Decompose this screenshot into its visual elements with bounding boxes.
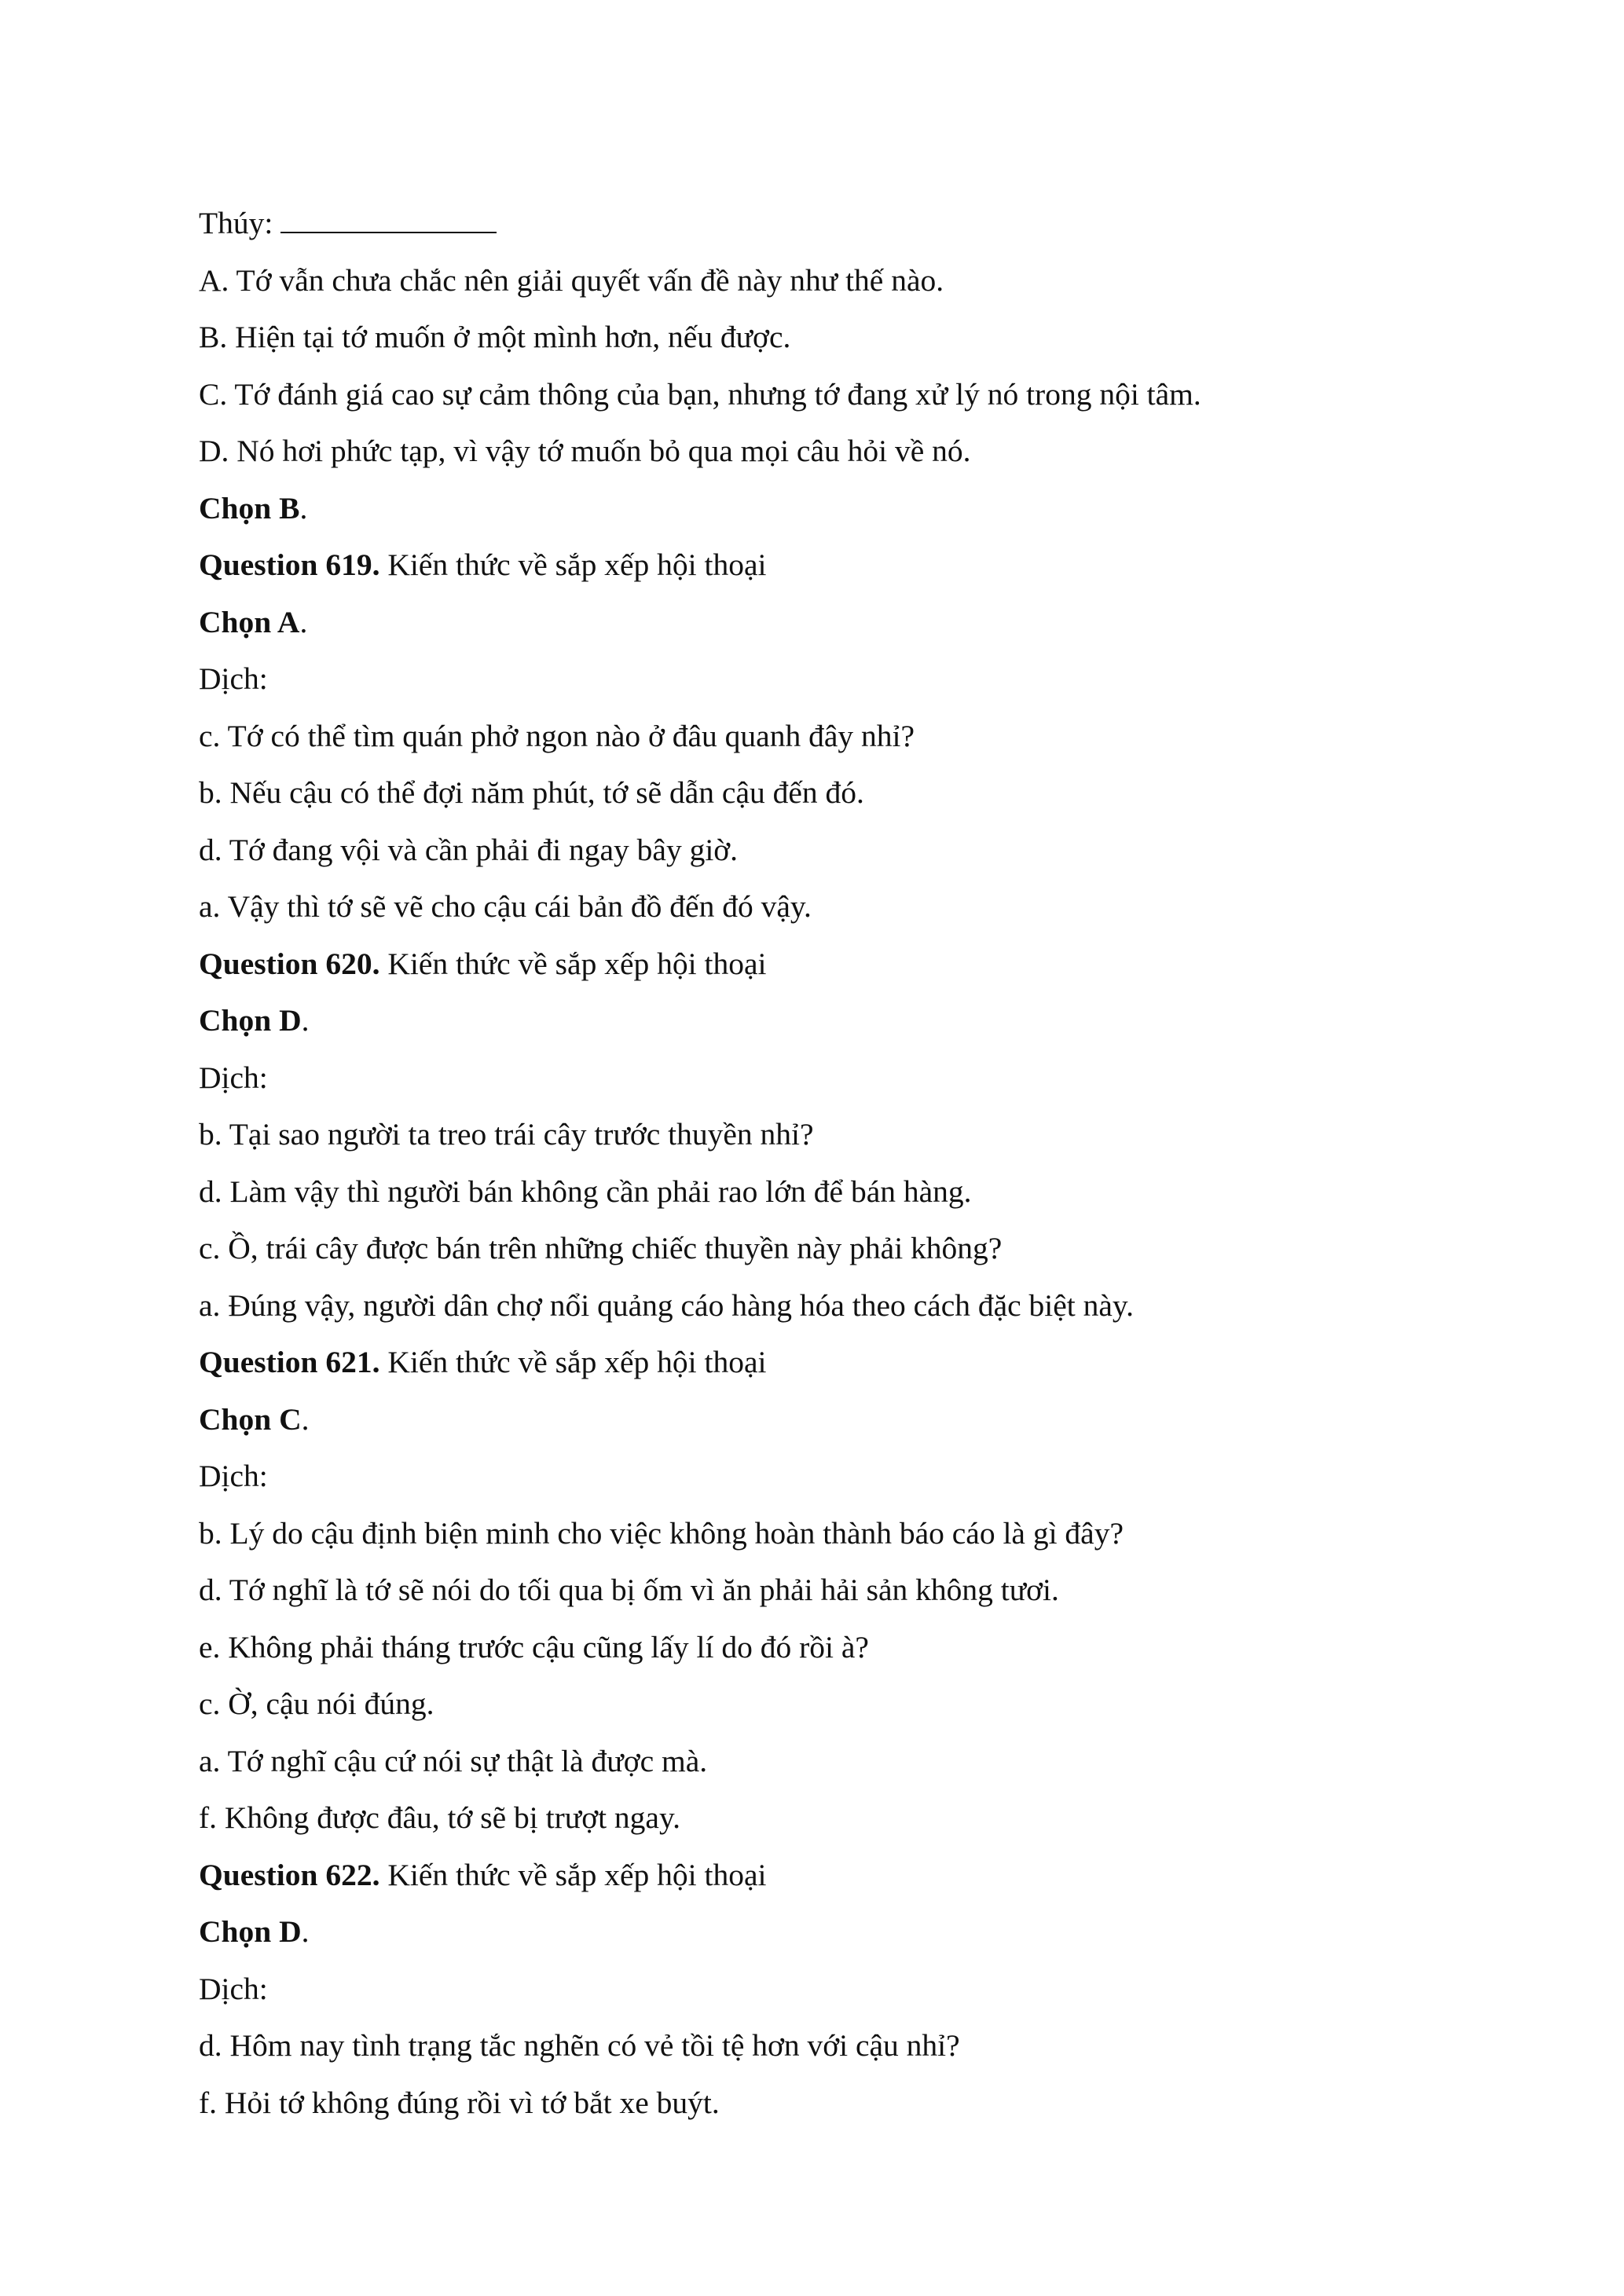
option-a: A. Tớ vẫn chưa chắc nên giải quyết vấn đề này như thế nào. (199, 262, 944, 298)
option-b: B. Hiện tại tớ muốn ở một mình hơn, nếu được. (199, 320, 791, 354)
question-topic: Kiến thức về sắp xếp hội thoại (379, 1345, 767, 1379)
question-topic: Kiến thức về sắp xếp hội thoại (379, 1857, 767, 1892)
answer-label: Chọn A (199, 604, 300, 639)
question-topic: Kiến thức về sắp xếp hội thoại (379, 547, 767, 582)
answer-label: Chọn D (199, 1003, 302, 1038)
dialogue-line: c. Tớ có thể tìm quán phở ngon nào ở đâu quanh đây nhỉ? (199, 718, 915, 753)
dialogue-line: a. Đúng vậy, người dân chợ nổi quảng cáo hàng hóa theo cách đặc biệt này. (199, 1287, 1134, 1323)
translation-label: Dịch: (199, 661, 268, 696)
dialogue-line: f. Không được đâu, tớ sẽ bị trượt ngay. (199, 1800, 681, 1835)
translation-label: Dịch: (199, 1971, 268, 2006)
question-heading (199, 936, 1424, 993)
answer-line: Chọn B. (199, 490, 308, 525)
option-d: D. Nó hơi phức tạp, vì vậy tớ muốn bỏ qua mọi câu hỏi về nó. (199, 434, 971, 468)
dialogue-line: d. Hôm nay tình trạng tắc nghẽn có vẻ tồi tệ hơn với cậu nhỉ? (199, 2028, 960, 2063)
dialogue-line: a. Tớ nghĩ cậu cứ nói sự thật là được mà. (199, 1743, 708, 1778)
dialogue-line: a. Vậy thì tớ sẽ vẽ cho cậu cái bản đồ đến đó vậy. (199, 889, 812, 924)
question-number: Question 619. (199, 547, 380, 582)
answer-line: Chọn D. (199, 1003, 310, 1038)
dialogue-line: c. Ồ, trái cây được bán trên những chiếc thuyền này phải không? (199, 1231, 1003, 1265)
answer-blank (280, 197, 497, 233)
dialogue-line: d. Tớ nghĩ là tớ sẽ nói do tối qua bị ốm vì ăn phải hải sản không tươi. (199, 1573, 1059, 1607)
dialogue-line: f. Hỏi tớ không đúng rồi vì tớ bắt xe buýt. (199, 2085, 720, 2120)
document-page (199, 195, 1424, 2131)
answer-label: Chọn D (199, 1914, 302, 1949)
dialogue-line: b. Tại sao người ta treo trái cây trước thuyền nhỉ? (199, 1117, 814, 1152)
speaker-label: Thúy: (199, 206, 273, 240)
answer-label: Chọn B (199, 490, 300, 525)
answer-line: Chọn C. (199, 1401, 310, 1437)
dialogue-line: d. Tớ đang vội và cần phải đi ngay bây giờ. (199, 832, 739, 867)
translation-label: Dịch: (199, 1060, 268, 1095)
speaker-line (199, 195, 1424, 252)
question-number: Question 620. (199, 946, 380, 981)
dialogue-line: e. Không phải tháng trước cậu cũng lấy lí do đó rồi à? (199, 1629, 869, 1664)
question-number: Question 622. (199, 1857, 380, 1892)
translation-label: Dịch: (199, 1459, 268, 1493)
dialogue-line: b. Lý do cậu định biện minh cho việc không hoàn thành báo cáo là gì đây? (199, 1515, 1124, 1551)
answer-label: Chọn C (199, 1401, 302, 1437)
dialogue-line: d. Làm vậy thì người bán không cần phải rao lớn để bán hàng. (199, 1174, 972, 1209)
dialogue-line: b. Nếu cậu có thể đợi năm phút, tớ sẽ dẫn cậu đến đó. (199, 775, 864, 810)
answer-line: Chọn A. (199, 604, 308, 639)
dialogue-line: c. Ờ, cậu nói đúng. (199, 1686, 434, 1721)
question-number: Question 621. (199, 1345, 380, 1379)
question-heading (199, 1334, 1424, 1391)
question-heading (199, 1847, 1424, 1904)
question-topic: Kiến thức về sắp xếp hội thoại (379, 946, 767, 981)
question-heading (199, 536, 1424, 594)
option-c: C. Tớ đánh giá cao sự cảm thông của bạn, nhưng tớ đang xử lý nó trong nội tâm. (199, 376, 1201, 412)
answer-line: Chọn D. (199, 1914, 310, 1949)
